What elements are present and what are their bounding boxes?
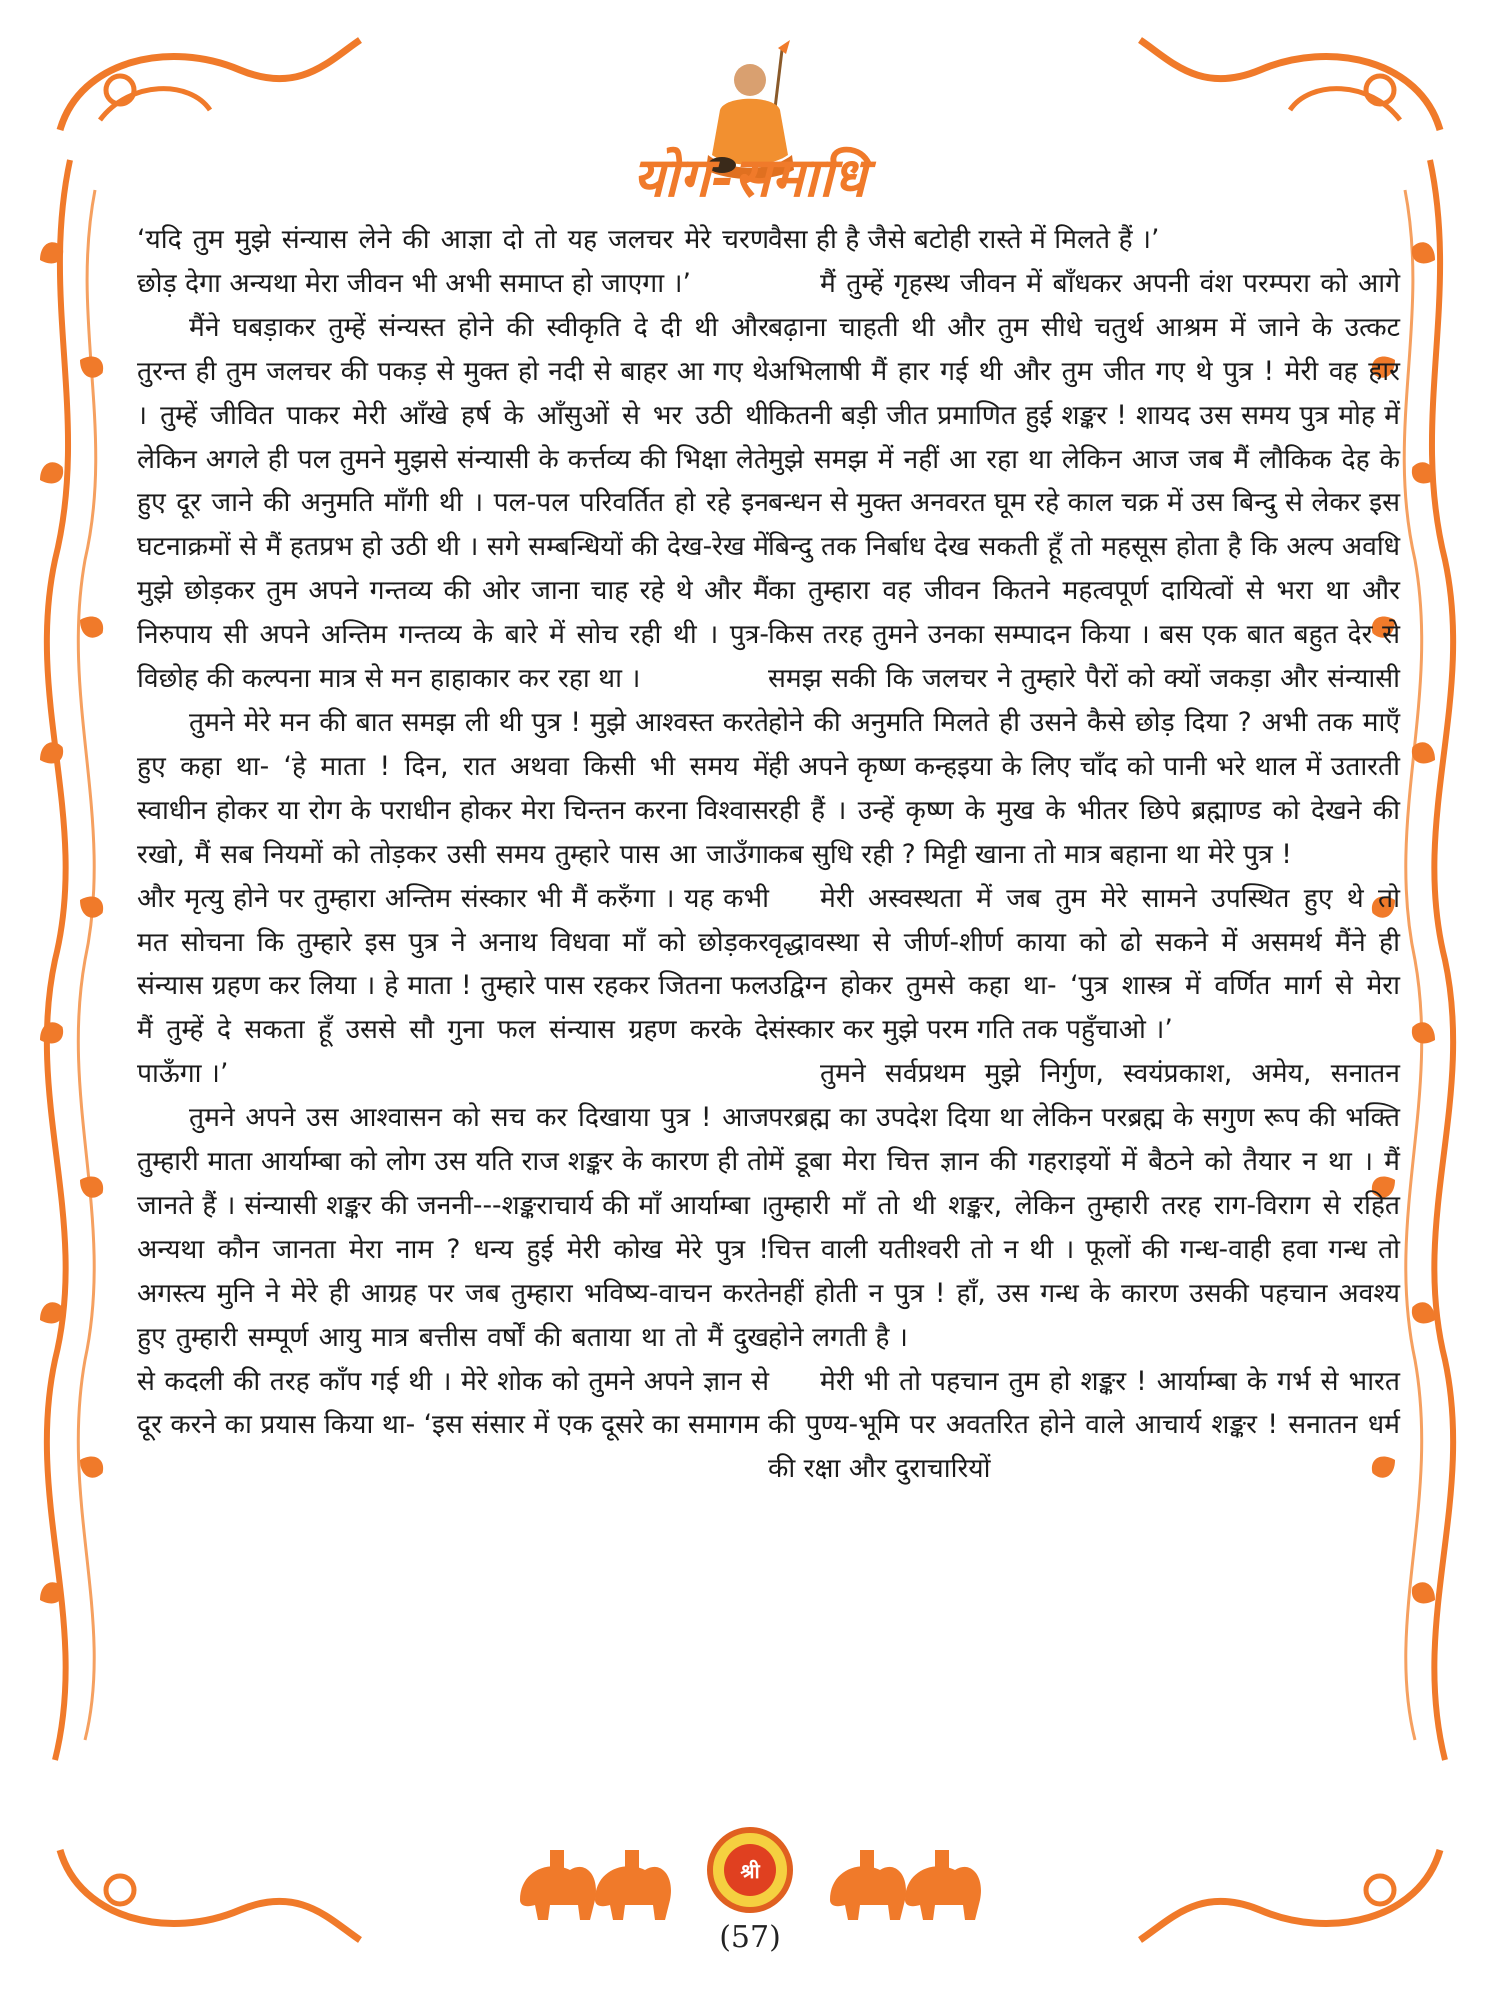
paragraph: वैसा ही है जैसे बटोही रास्ते में मिलते हैं ।’: [768, 224, 1160, 255]
paragraph: तुमने मेरे मन की बात समझ ली थी पुत्र ! मुझे आश्वस्त करते हुए कहा था- ‘हे माता ! दिन, रात अथवा किसी भी समय में स्वाधीन होकर या रोग के पराधीन होकर मेरा चिन्तन करना विश्वास रखो, मैं सब नियमों को तोड़कर उसी समय तुम्हारे पास आ जाउँगा और मृत्यु होने पर तुम्हारा अन्तिम संस्कार भी मैं करुँगा । यह कभी मत सोचना कि तुम्हारे इस पुत्र ने अनाथ विधवा माँ को छोड़कर संन्यास ग्रहण कर लिया । हे माता ! तुम्हारे पास रहकर जितना फल मैं तुम्हें दे सकता हूँ उससे सौ गुना फल संन्यास ग्रहण करके दे पाऊँगा ।’: [137, 706, 769, 1090]
paragraph: ‘यदि तुम मुझे संन्यास लेने की आज्ञा दो तो यह जलचर मेरे चरण छोड़ देगा अन्यथा मेरा जीवन भी अभी समाप्त हो जाएगा ।’: [137, 224, 769, 299]
page-number: (57): [719, 1920, 781, 1955]
text-column-right: [768, 218, 1400, 1491]
paragraph: मैंने घबड़ाकर तुम्हें संन्यस्त होने की स्वीकृति दे दी थी और तुरन्त ही तुम जलचर की पकड़ से मुक्त हो नदी से बाहर आ गए थे । तुम्हें जीवित पाकर मेरी आँखे हर्ष के आँसुओं से भर उठी थी लेकिन अगले ही पल तुमने मुझसे संन्यासी के कर्त्तव्य की भिक्षा लेते हुए दूर जाने की अनुमति माँगी थी । पल-पल परिवर्तित हो रहे इन घटनाक्रमों से मैं हतप्रभ हो उठी थी । सगे सम्बन्धियों की देख-रेख में मुझे छोड़कर तुम अपने गन्तव्य की ओर जाना चाह रहे थे और मैं निरुपाय सी अपने अन्तिम गन्तव्य के बारे में सोच रही थी । पुत्र-विछोह की कल्पना मात्र से मन हाहाकार कर रहा था ।: [137, 311, 769, 695]
paragraph: मैं तुम्हें गृहस्थ जीवन में बाँधकर अपनी वंश परम्परा को आगे बढ़ाना चाहती थी और तुम सीधे चतुर्थ आश्रम में जाने के उत्कट अभिलाषी मैं हार गई थी और तुम जीत गए थे पुत्र ! मेरी वह हार कितनी बड़ी जीत प्रमाणित हुई शङ्कर ! शायद उस समय पुत्र मोह में मुझे समझ में नहीं आ रहा था लेकिन आज जब मैं लौकिक देह के बन्धन से मुक्त अनवरत घूम रहे काल चक्र में उस बिन्दु से लेकर इस बिन्दु तक निर्बाध देख सकती हूँ तो महसूस होता है कि अल्प अवधि का तुम्हारा वह जीवन कितने महत्वपूर्ण दायित्वों से भरा था और किस तरह तुमने उनका सम्पादन किया । बस एक बात बहुत देर से समझ सकी कि जलचर ने तुम्हारे पैरों को क्यों जकड़ा और संन्यासी होने की अनुमति मिलते ही उसने कैसे छोड़ दिया ? अभी तक माएँ ही अपने कृष्ण कन्हइया के लिए चाँद को पानी भरे थाल में उतारती रही हैं । उन्हें कृष्ण के मुख के भीतर छिपे ब्रह्माण्ड को देखने की कब सुधि रही ? मिट्टी खाना तो मात्र बहाना था मेरे पुत्र !: [768, 267, 1400, 870]
page-title: योग-समाधि: [632, 145, 868, 209]
paragraph: मेरी भी तो पहचान तुम हो शङ्कर ! आर्याम्बा के गर्भ से भारत की पुण्य-भूमि पर अवतरित होने वाले आचार्य शङ्कर ! सनातन धर्म की रक्षा और दुराचारियों: [768, 1365, 1400, 1485]
emblem-seal-icon: [710, 1830, 790, 1910]
paragraph: तुमने अपने उस आश्वासन को सच कर दिखाया पुत्र ! आज तुम्हारी माता आर्याम्बा को लोग उस यति राज शङ्कर के कारण ही तो जानते हैं । संन्यासी शङ्कर की जननी---शङ्कराचार्य की माँ आर्याम्बा । अन्यथा कौन जानता मेरा नाम ? धन्य हुई मेरी कोख मेरे पुत्र ! अगस्त्य मुनि ने मेरे ही आग्रह पर जब तुम्हारा भविष्य-वाचन करते हुए तुम्हारी सम्पूर्ण आयु मात्र बत्तीस वर्षों की बताया था तो मैं दुख से कदली की तरह काँप गई थी । मेरे शोक को तुमने अपने ज्ञान से दूर करने का प्रयास किया था- ‘इस संसार में एक दूसरे का समागम: [137, 1102, 769, 1441]
emblem-text: श्री: [740, 1859, 760, 1883]
paragraph: मेरी अस्वस्थता में जब तुम मेरे सामने उपस्थित हुए थे तो वृद्धावस्था से जीर्ण-शीर्ण काया को ढो सकने में असमर्थ मैंने ही उद्विग्न होकर तुमसे कहा था- ‘पुत्र शास्त्र में वर्णित मार्ग से मेरा संस्कार कर मुझे परम गति तक पहुँचाओ ।’: [768, 882, 1400, 1046]
text-column-left: [137, 218, 769, 1447]
paragraph: तुमने सर्वप्रथम मुझे निर्गुण, स्वयंप्रकाश, अमेय, सनातन परब्रह्म का उपदेश दिया था लेकिन परब्रह्म के सगुण रूप की भक्ति में डूबा मेरा चित्त ज्ञान की गहराइयों में बैठने को तैयार न था । मैं तुम्हारी माँ तो थी शङ्कर, लेकिन तुम्हारी तरह राग-विराग से रहित चित्त वाली यतीश्वरी तो न थी । फूलों की गन्ध-वाही हवा गन्ध तो नहीं होती न पुत्र ! हाँ, उस गन्ध के कारण उसकी पहचान अवश्य होने लगती है ।: [768, 1058, 1400, 1353]
